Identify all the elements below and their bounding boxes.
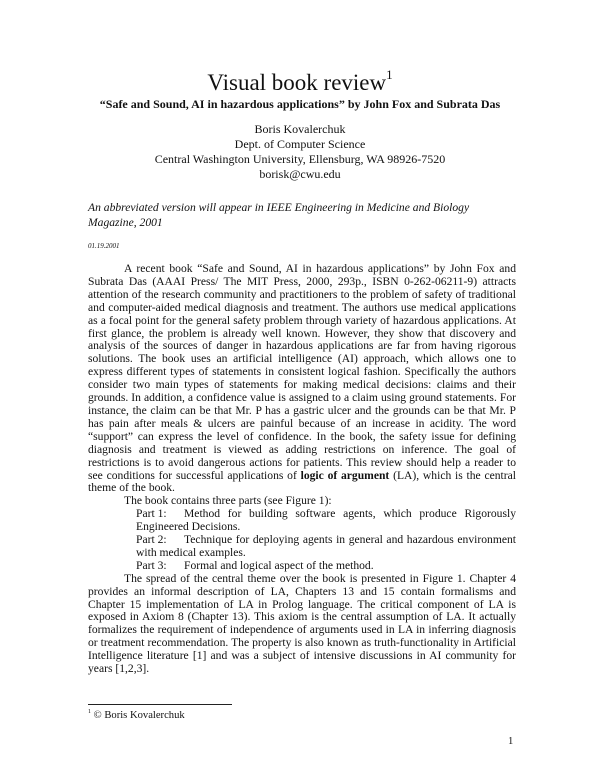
book-subtitle: “Safe and Sound, AI in hazardous applications” by John Fox and Subrata Das <box>99 97 501 111</box>
document-date: 01.19.2001 <box>88 242 120 250</box>
list-item <box>88 560 516 573</box>
paragraph-intro-text: A recent book “Safe and Sound, AI in hazardous applications” by John Fox and Subrata Das (AAAI Press/ The MIT Press, 2000, 293p., ISBN 0-262-06211-9) attracts attention of the research community and practitioners to the problem of safety of traditional and computer-aided medical diagnosis and treatment. The authors use medical applications as a focal point for the general safety problem through variety of hazardous applications. At first glance, the problem is already well known. However, they show that discovery and analysis of the sources of danger in hazardous applications are far from having rigorous solutions. The book uses an artificial intelligence (AI) approach, which allows one to express different types of statements in consistent logical fashion. Specifically the authors consider two main types of statements for making medical decisions: claims and their grounds. In addition, a confidence value is assigned to a claim using ground statements. For instance, the claim can be that Mr. P has a gastric ulcer and the grounds can be that Mr. P has pain after meals & ulcers are painful because of an increase in acidity. The word “support” can express the level of confidence. In the book, the safety issue for defining diagnosis and treatment is viewed as adding restrictions on inference. The goal of restrictions is to avoid dangerous actions for patients. This review should help a reader to see conditions for successful applications of <box>88 262 516 482</box>
page-number: 1 <box>508 736 514 747</box>
footnote-divider <box>88 704 232 705</box>
part-text: Technique for deploying agents in general and hazardous environment with medical examples. <box>136 533 516 559</box>
logic-of-argument-term: logic of argument <box>300 468 390 482</box>
list-item <box>88 508 516 534</box>
list-item <box>88 534 516 560</box>
footnote-text: © Boris Kovalerchuk <box>93 710 185 721</box>
author-block <box>0 122 600 182</box>
review-body <box>88 263 516 676</box>
footnote-mark: 1 <box>88 709 91 715</box>
title-text: Visual book review <box>207 70 387 95</box>
part-label: Part 1: <box>136 507 167 521</box>
part-label: Part 2: <box>136 533 167 547</box>
paragraph-intro-tail: (LA), which is the central theme of the book. <box>88 468 517 495</box>
title-footnote-mark: 1 <box>386 67 393 82</box>
author-department: Dept. of Computer Science <box>234 137 366 151</box>
part-text: Formal and logical aspect of the method. <box>184 558 374 572</box>
part-label: Part 3: <box>136 558 167 572</box>
footnote <box>88 709 185 722</box>
publication-note: An abbreviated version will appear in IEEE Engineering in Medicine and Biology Magazine, 2001 <box>88 201 470 229</box>
paragraph-intro <box>88 263 516 495</box>
page-title <box>0 68 600 98</box>
paragraph-parts-intro: The book contains three parts (see Figure 1): <box>124 494 332 508</box>
part-text: Method for building software agents, which produce Rigorously Engineered Decisions. <box>136 507 516 534</box>
author-email: borisk@cwu.edu <box>259 167 341 181</box>
paragraph-central-theme: The spread of the central theme over the book is presented in Figure 1. Chapter 4 provides an informal description of LA, Chapters 13 and 15 contain formalisms and Chapter 15 implementation of LA in Prolog language. The critical component of LA is exposed in Axiom 8 (Chapter 13). This axiom is the central assumption of LA. It actually formalizes the requirement of independence of arguments used in LA in inferring diagnosis or treatment recommendation. The property is also known as truth-functionality in Artificial Intelligence literature [1] and was a subject of intensive discussions in AI community for years [1,2,3]. <box>88 571 516 676</box>
author-name: Boris Kovalerchuk <box>254 122 346 136</box>
author-affiliation: Central Washington University, Ellensburg, WA 98926-7520 <box>154 152 446 166</box>
